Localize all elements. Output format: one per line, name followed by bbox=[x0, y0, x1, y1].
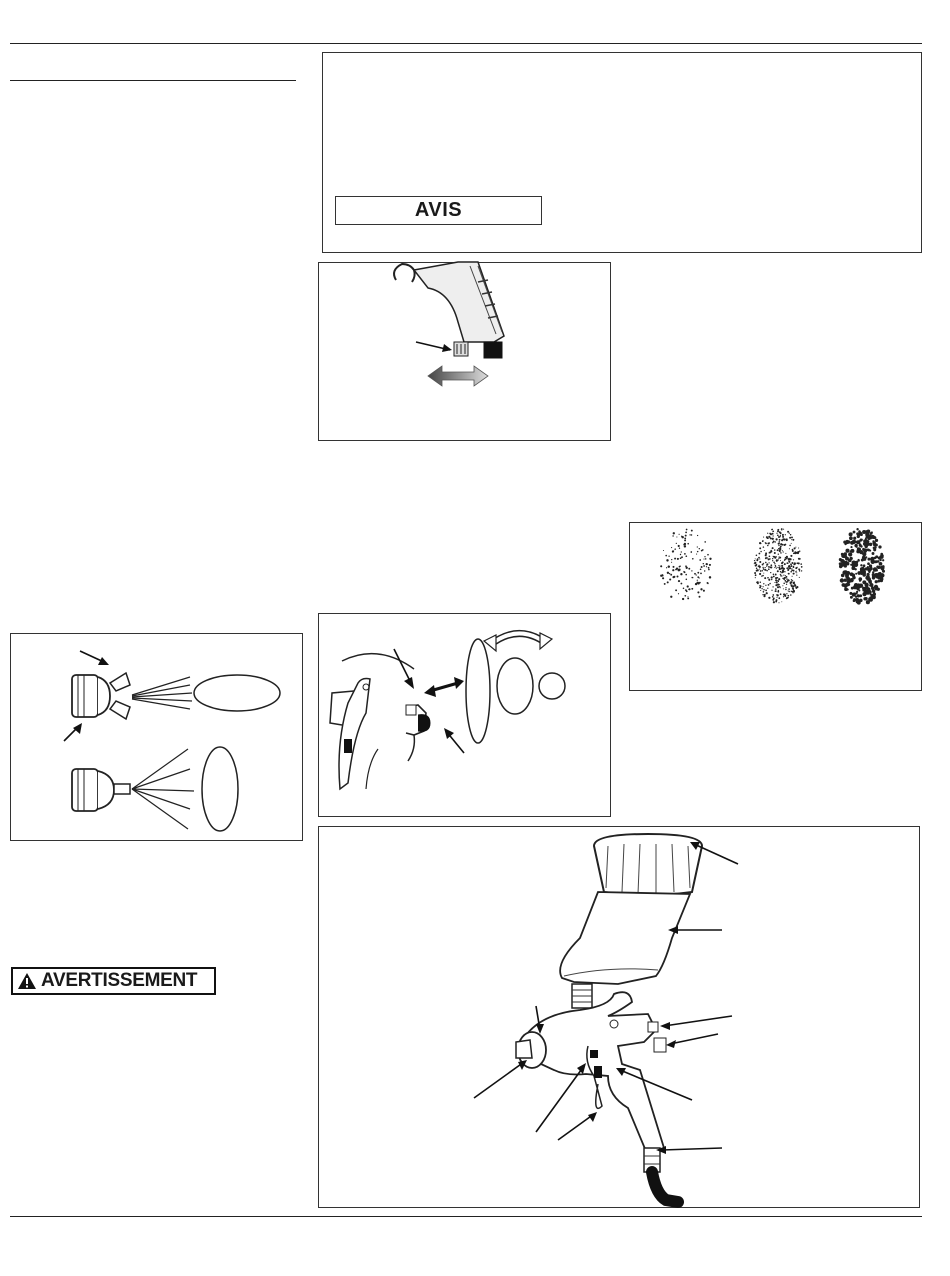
sample-medium bbox=[754, 528, 803, 603]
top-rule bbox=[10, 43, 922, 44]
sample-coarse bbox=[839, 528, 885, 605]
spray-gun-handle-illustration bbox=[318, 262, 611, 441]
warning-label bbox=[11, 967, 216, 995]
warning-label-text: AVERTISSEMENT bbox=[41, 970, 198, 991]
bottom-rule bbox=[10, 1216, 922, 1217]
pattern-adjustment-illustration bbox=[318, 613, 611, 817]
atomization-sample-patterns bbox=[629, 522, 922, 691]
section-heading-rule bbox=[10, 80, 296, 81]
warning-triangle-icon bbox=[17, 972, 37, 990]
air-cap-pattern-illustration bbox=[10, 633, 303, 841]
sample-fine bbox=[660, 529, 712, 601]
notice-label: AVIS bbox=[335, 196, 542, 225]
gravity-spray-gun-illustration bbox=[318, 826, 920, 1208]
